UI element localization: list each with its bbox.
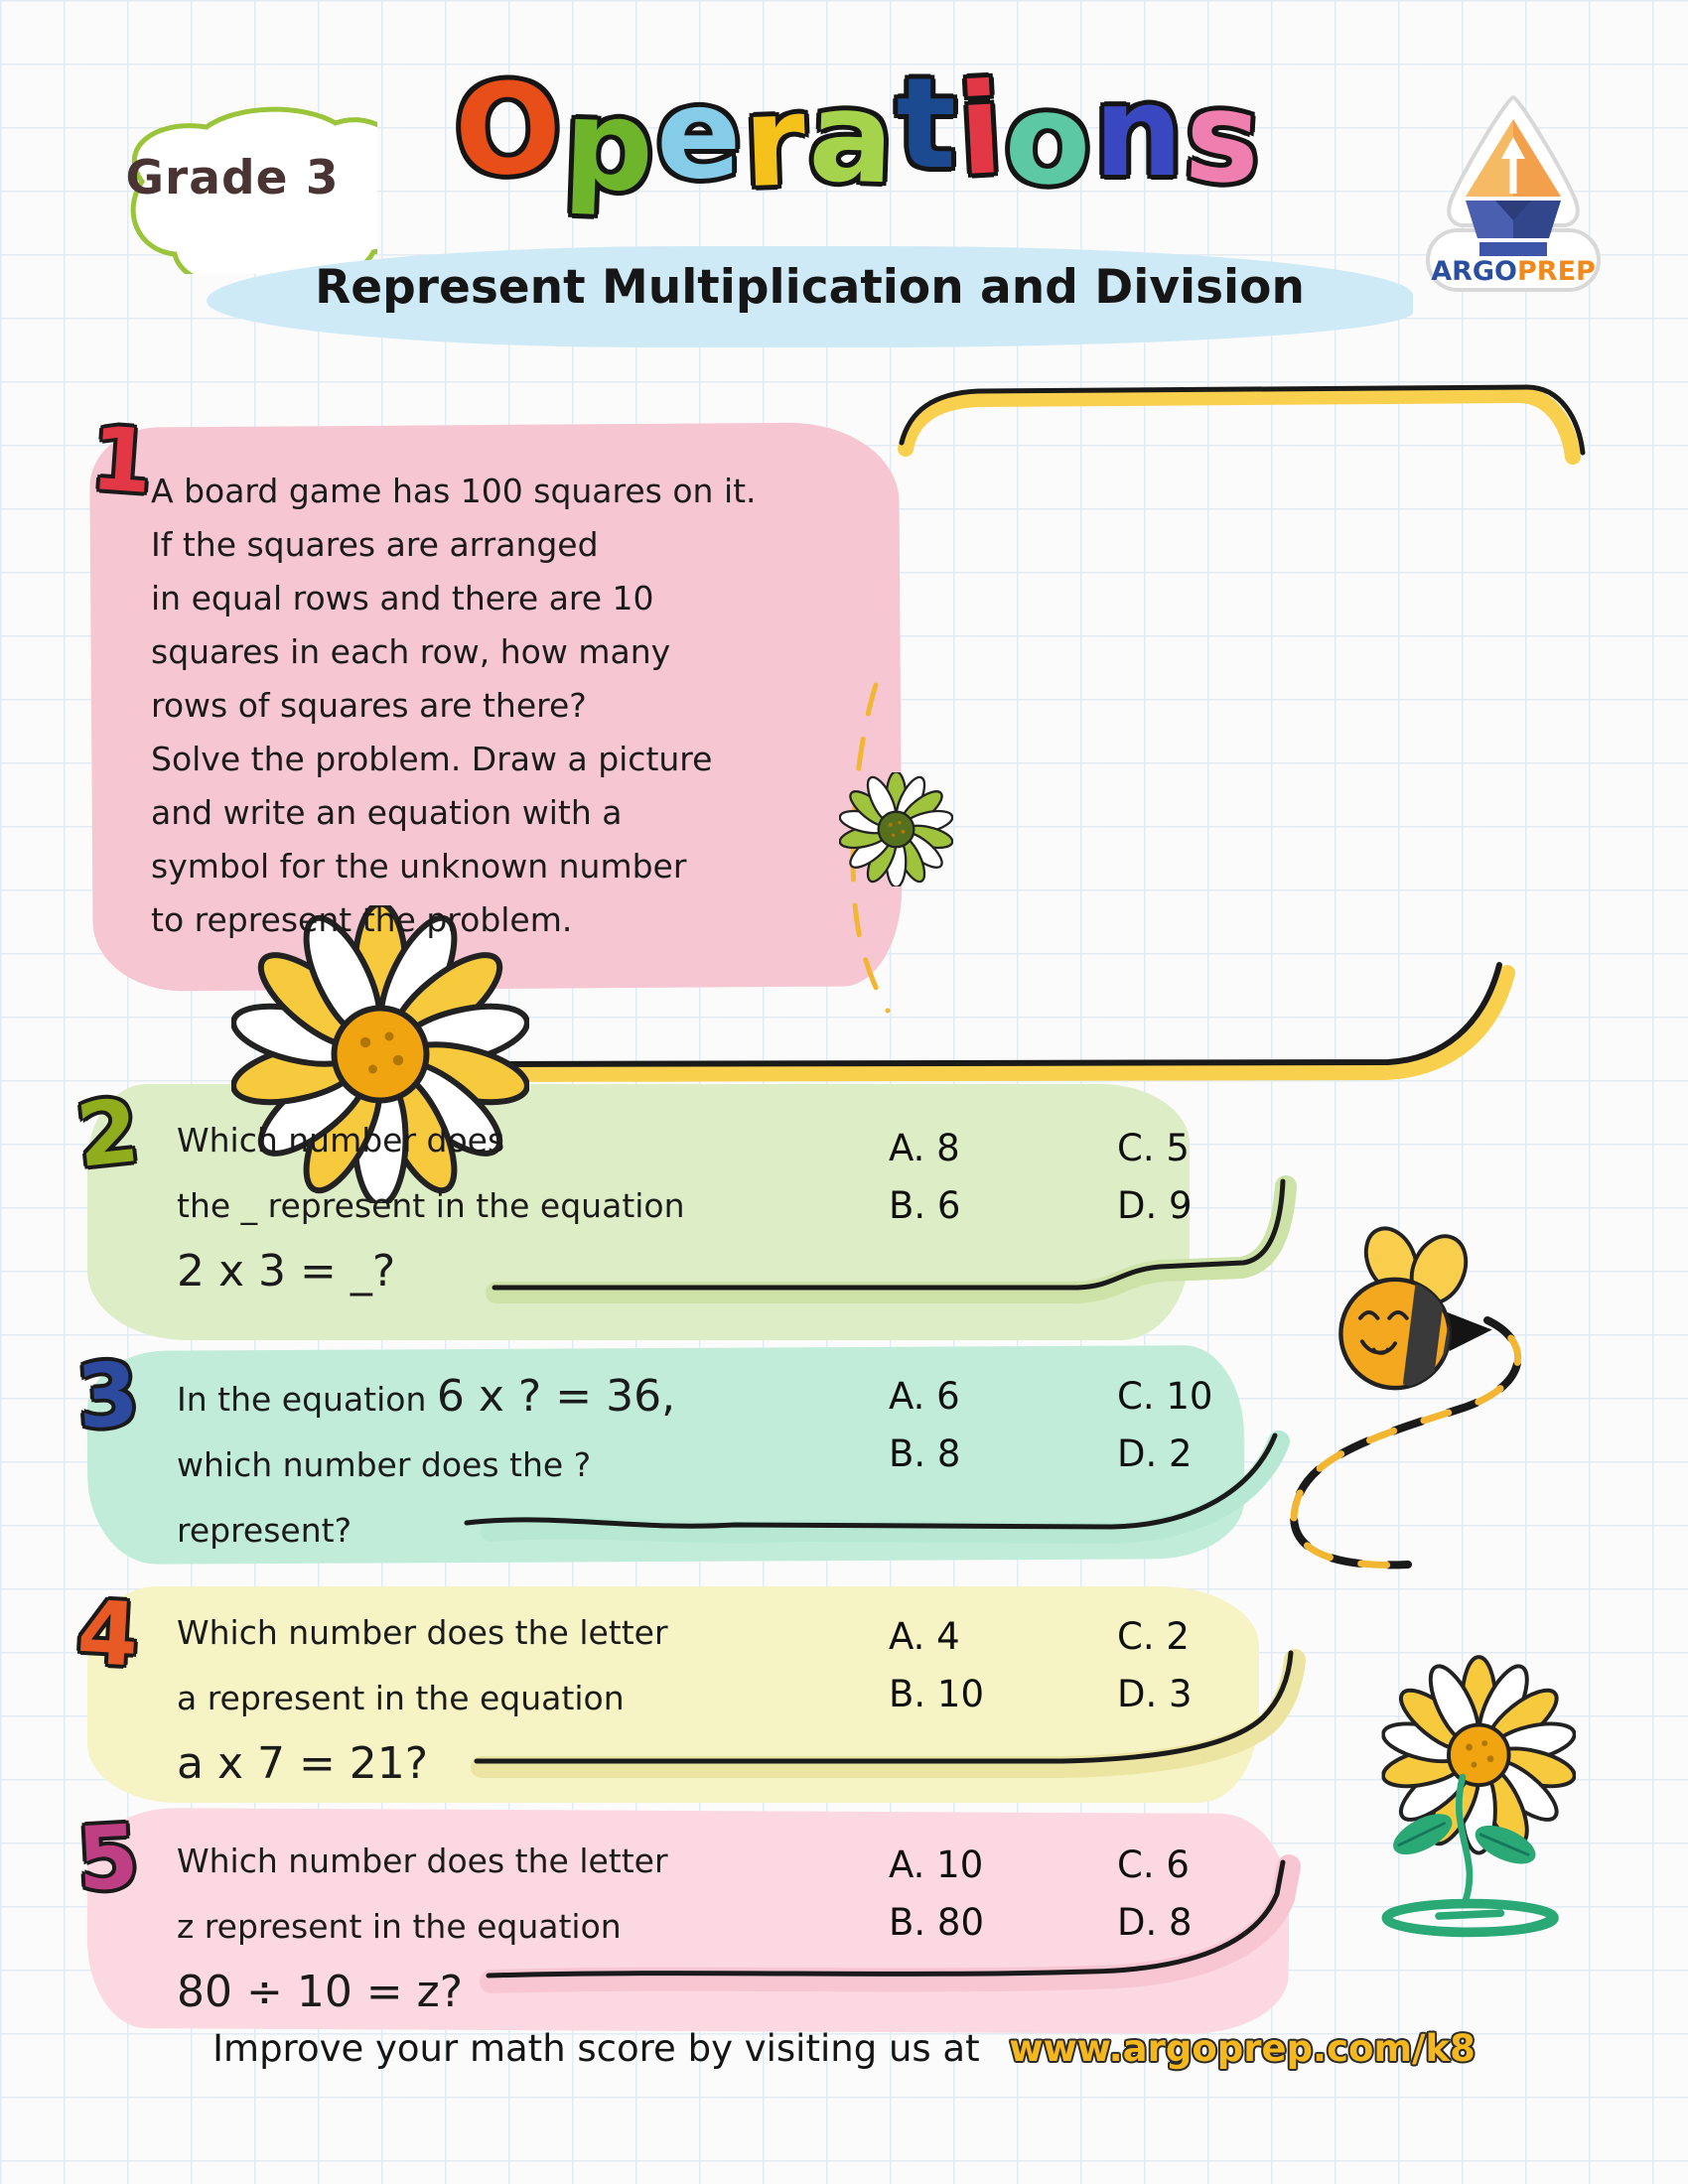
bee-icon	[1316, 1219, 1519, 1404]
title-letter: t	[896, 51, 959, 197]
title-letter: n	[1093, 59, 1187, 205]
question-2-options-col1	[889, 1120, 960, 1235]
question-3-equation: 6 x ? = 36,	[436, 1371, 676, 1422]
title-letter: p	[561, 70, 659, 220]
question-5-equation: 80 ÷ 10 = z?	[177, 1967, 464, 2017]
option: A. 8	[889, 1127, 960, 1169]
subtitle: Represent Multiplication and Division	[315, 260, 1305, 315]
option: B. 80	[889, 1901, 984, 1944]
title-letter: O	[452, 55, 567, 205]
footer-text: Improve your math score by visiting us at	[212, 2027, 980, 2070]
logo-prep: PREP	[1517, 256, 1596, 287]
option: B. 6	[889, 1184, 961, 1227]
question-5-text: Which number does the letter z represent in the equation 80 ÷ 10 = z?	[177, 1829, 931, 2025]
option: D. 2	[1117, 1433, 1193, 1475]
grade-label: Grade 3	[125, 151, 340, 205]
option: D. 9	[1117, 1184, 1193, 1227]
question-1-number: 1	[87, 406, 156, 514]
title-letter: o	[1002, 65, 1097, 214]
option: D. 3	[1117, 1673, 1193, 1715]
option: C. 5	[1117, 1127, 1190, 1169]
answer-bracket-top-yellow	[906, 395, 1573, 457]
option: C. 10	[1117, 1375, 1213, 1418]
daisy-plant-icon	[1348, 1613, 1577, 1947]
question-4-equation: a x 7 = 21?	[177, 1738, 429, 1789]
question-5-options-col1	[889, 1837, 984, 1952]
question-3-number: 3	[73, 1341, 142, 1449]
question-2-number: 2	[71, 1079, 144, 1187]
pen-nib-icon	[1412, 91, 1616, 302]
page-title	[447, 51, 1271, 220]
option: A. 4	[889, 1615, 960, 1658]
question-1-text: A board game has 100 squares on it. If the squares are arranged in equal rows and there are 10 squares in each row, how many rows of squares are there? Solve the problem. Draw a picture and write an equation with a symbol for the unknown number to represent the problem.	[151, 472, 757, 939]
question-5-options-col2	[1117, 1837, 1193, 1952]
answer-bracket-top	[902, 387, 1583, 453]
question-2-text: Which number does the _ represent in the equation 2 x 3 = _?	[177, 1108, 931, 1304]
title-letter: e	[655, 61, 745, 206]
title-letter: r	[741, 67, 812, 216]
question-4-options-col2	[1117, 1608, 1193, 1723]
title-letter: i	[955, 55, 1009, 205]
option: D. 8	[1117, 1901, 1193, 1944]
option: B. 10	[889, 1673, 984, 1715]
question-3-text: In the equation 6 x ? = 36, which number does the ? represent?	[177, 1371, 676, 1550]
answer-bracket-bottom-yellow	[492, 973, 1507, 1074]
ground-scribble	[1386, 1904, 1554, 1933]
option: B. 8	[889, 1433, 961, 1475]
question-2-options-col2	[1117, 1120, 1193, 1235]
footer-link[interactable]: www.argoprep.com/k8	[1009, 2027, 1476, 2070]
svg-text:ARGOPREP	[1431, 256, 1596, 287]
argoprep-logo	[1412, 91, 1616, 302]
option: C. 6	[1117, 1843, 1190, 1886]
question-3-options-col1	[889, 1368, 960, 1483]
question-4-number: 4	[74, 1580, 141, 1687]
title-letter: s	[1182, 63, 1268, 212]
option: C. 2	[1117, 1615, 1190, 1658]
grade-badge	[87, 97, 377, 274]
question-5-number: 5	[74, 1805, 141, 1911]
question-3-options-col2	[1117, 1368, 1212, 1483]
question-2-equation: 2 x 3 = _?	[177, 1246, 396, 1297]
footer	[0, 2027, 1688, 2070]
option: A. 6	[889, 1375, 960, 1418]
question-4-options-col1	[889, 1608, 984, 1723]
option: A. 10	[889, 1843, 984, 1886]
question-4-text: Which number does the letter a represent in the equation a x 7 = 21?	[177, 1600, 931, 1797]
logo-argo: ARGO	[1431, 256, 1517, 287]
title-letter: a	[806, 63, 900, 212]
